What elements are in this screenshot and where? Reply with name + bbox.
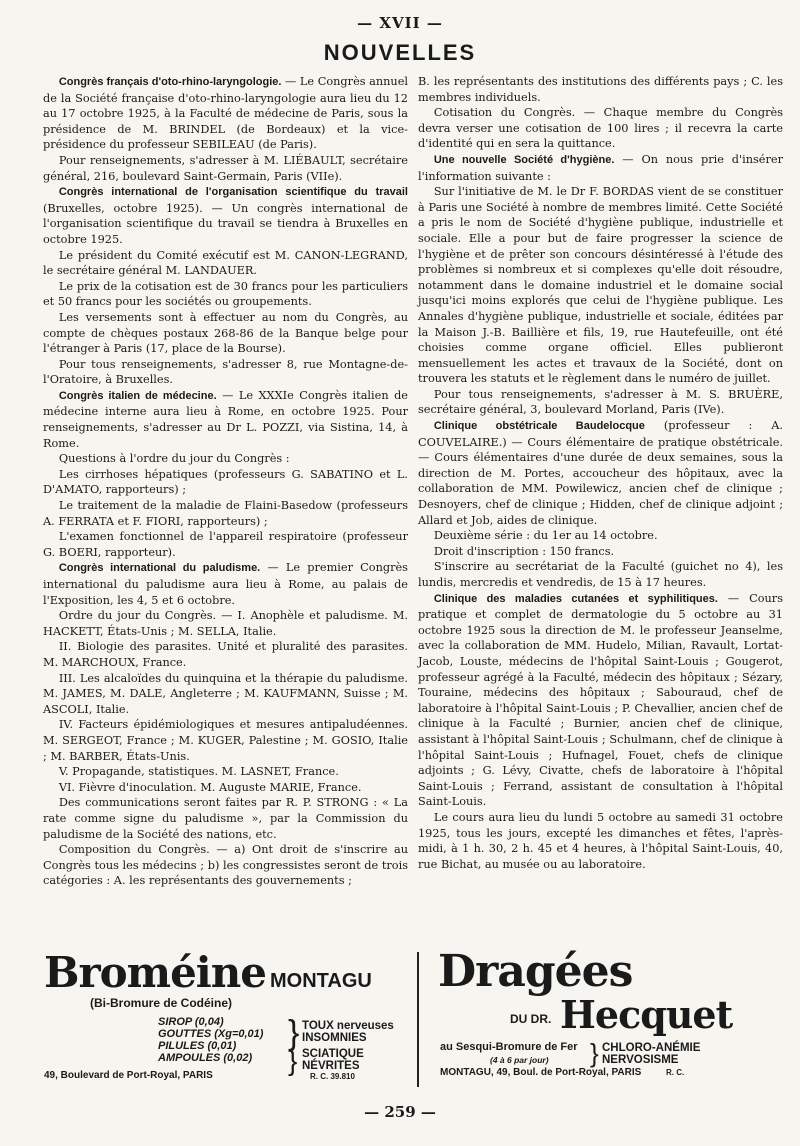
news-paragraph — [43, 842, 408, 889]
news-paragraph — [418, 810, 783, 872]
news-paragraph — [43, 498, 408, 529]
news-text: Le traitement de la maladie de Flaini-Basedow (professeurs A. FERRATA et F. FIORI, rapporteurs) ; — [43, 499, 408, 528]
brace-icon: } — [590, 1038, 599, 1068]
news-paragraph — [43, 608, 408, 639]
ad-bromeine-indication: NÉVRITES — [302, 1060, 360, 1072]
news-paragraph — [43, 279, 408, 310]
ad-dragees-indications — [602, 1042, 700, 1066]
news-heading: Congrès français d'oto-rhino-laryngologie. — [58, 76, 282, 88]
news-text: — Cours pratique et complet de dermatologie du 5 octobre au 31 octobre 1925 sous la direction de M. le professeur Jeanselme, avec la collaboration de MM. Hudelo, Milian, Ravault, Lortat-Jacob, Louste, médecins de l'hôpital Saint-Louis ; Gougerot, professeur agrégé à la Faculté, médecin des hôpitaux ; Sézary, Touraine, médecins des hôpitaux ; Sabouraud, chef de laboratoire à l'hôpital Saint-Louis ; P. Chevallier, ancien chef de clinique à la Faculté ; Burnier, ancien chef de clinique, assistant à l'hôpital Saint-Louis ; Schulmann, chef de clinique à l'hôpital Saint-Louis ; Hufnagel, Fouet, chefs de clinique adjoints ; G. Lévy, Civatte, chefs de laboratoire à l'hôpital Saint-Louis ; Ferrand, assistant de consultation à l'hôpital Saint-Louis. — [418, 591, 783, 809]
news-paragraph — [43, 560, 408, 608]
news-text: Le président du Comité exécutif est M. CANON-LEGRAND, le secrétaire général M. LANDAUER. — [43, 248, 408, 278]
ad-bromeine-address: 49, Boulevard de Port-Royal, PARIS — [44, 1070, 213, 1081]
news-text: S'inscrire au secrétariat de la Faculté (guichet no 4), les lundis, mercredis et vendredis, de 15 à 17 heures. — [418, 560, 783, 589]
ad-dragees-address: MONTAGU, 49, Boul. de Port-Royal, PARIS — [440, 1067, 642, 1078]
ad-dragees-dose: (4 à 6 par jour) — [490, 1055, 549, 1065]
news-text: Les versements sont à effectuer au nom du Congrès, au compte de chèques postaux 268-86 de la Banque belge pour l'étranger à Paris (17, place de la Bourse). — [43, 310, 408, 356]
news-paragraph — [418, 184, 783, 387]
news-paragraph — [418, 418, 783, 528]
ad-bromeine-form: PILULES (0,01) — [158, 1040, 237, 1052]
ad-bromeine-forms — [158, 1016, 263, 1052]
brace-icon: } — [288, 1014, 300, 1052]
ad-bromeine-registry: R. C. 39.810 — [310, 1072, 355, 1081]
ad-bromeine-indications-2 — [302, 1048, 364, 1072]
news-heading: Clinique obstétricale Baudelocque — [433, 420, 645, 433]
ad-bromeine-indication: INSOMNIES — [302, 1032, 367, 1044]
news-paragraph — [418, 559, 783, 590]
news-heading: Clinique des maladies cutanées et syphilitiques. — [433, 592, 718, 605]
news-paragraph — [43, 248, 408, 279]
news-text: Les cirrhoses hépatiques (professeurs G. SABATINO et L. D'AMATO, rapporteurs) ; — [43, 467, 408, 497]
ad-dragees-indication: NERVOSISME — [602, 1054, 679, 1066]
news-text: Pour tous renseignements, s'adresser 8, rue Montagne-de-l'Oratoire, à Bruxelles. — [43, 357, 408, 387]
news-paragraph — [43, 184, 408, 247]
page-folio: — 259 — — [364, 1103, 436, 1121]
right-column — [418, 74, 783, 872]
ad-bromeine — [40, 944, 410, 1094]
news-text: Le prix de la cotisation est de 30 francs pour les particuliers et 50 francs pour les sociétés ou groupements. — [43, 279, 408, 309]
news-paragraph — [418, 591, 783, 810]
news-text: L'examen fonctionnel de l'appareil respiratoire (professeur G. BOERI, rapporteur). — [43, 530, 408, 559]
ad-bromeine-brand: Broméine — [44, 948, 267, 997]
ad-dragees-du-dr: DU DR. — [510, 1012, 552, 1026]
ad-dragees-hecquet — [430, 944, 765, 1094]
ad-dragees-formula: au Sesqui-Bromure de Fer — [440, 1041, 578, 1053]
news-paragraph — [418, 152, 783, 184]
news-paragraph — [43, 780, 408, 796]
news-text: Sur l'initiative de M. le Dr F. BORDAS vient de se constituer à Paris une Société à nombre de membres limité. Cette Société a pris le nom de Société d'hygiène publique, industrielle et sociale. Elle a pour but de faire progresser la science de l'hygiène et de prêter son concours désintéressé à l'étude des problèmes si nombreux et si complexes qu'elle doit résoudre, notamment dans le domaine industriel et le domaine social jusqu'ici moins explorés que celui de l'hygiène publique. Les Annales d'hygiène publique, industrielle et sociale, éditées par la Maison J.-B. Baillière et fils, 19, rue Hautefeuille, ont été choisies comme organe officiel. Elles publieront mensuellement les actes et travaux de la Société, dont on trouvera les statuts et le règlement dans le numéro de juillet. — [418, 185, 783, 386]
brace-icon: } — [288, 1045, 298, 1076]
news-paragraph — [43, 795, 408, 842]
news-paragraph — [43, 639, 408, 670]
ad-bromeine-form: SIROP (0,04) — [158, 1016, 224, 1028]
ad-bromeine-maker: MONTAGU — [270, 970, 372, 992]
news-text: Composition du Congrès. — a) Ont droit de s'inscrire au Congrès tous les médecins ; b) les congressistes seront de trois catégories : A. les représentants des gouvernements ; — [43, 843, 408, 888]
ad-dragees-brand: Hecquet — [560, 992, 733, 1037]
news-paragraph — [43, 388, 408, 451]
news-text: VI. Fièvre d'inoculation. M. Auguste MARIE, France. — [58, 780, 362, 794]
news-paragraph — [418, 544, 783, 560]
news-paragraph — [43, 74, 408, 153]
news-text: B. les représentants des institutions des différents pays ; C. les membres individuels. — [418, 75, 783, 104]
ad-bromeine-form: GOUTTES (Xg=0,01) — [158, 1028, 264, 1040]
news-paragraph — [43, 529, 408, 560]
ad-bromeine-subtitle: (Bi-Bromure de Codéine) — [90, 996, 233, 1010]
news-text: Droit d'inscription : 150 francs. — [433, 544, 615, 558]
news-text: Pour tous renseignements, s'adresser à M. S. BRUÈRE, secrétaire général, 3, boulevard Morland, Paris (IVe). — [418, 387, 783, 417]
ad-bromeine-title — [44, 948, 372, 997]
news-paragraph — [43, 671, 408, 718]
ad-divider — [417, 952, 419, 1087]
ad-bromeine-ampoules: AMPOULES (0,02) — [158, 1052, 253, 1064]
ad-bromeine-indication: SCIATIQUE — [302, 1048, 364, 1060]
news-heading: Congrès international de l'organisation scientifique du travail — [58, 186, 408, 199]
left-column — [43, 74, 408, 889]
ad-dragees-indication: CHLORO-ANÉMIE — [602, 1042, 701, 1054]
news-text: (professeur : A. COUVELAIRE.) — Cours élémentaire de pratique obstétricale. — Cours élémentaires d'une durée de deux semaines, sous la direction de M. Portes, accoucheur des hôpitaux, avec la collaboration de MM. Powilewicz, ancien chef de clinique ; Desnoyers, chef de clinique ; Hidden, chef de clinique adjoint ; Allard et Job, aides de clinique. — [418, 419, 783, 527]
news-paragraph — [418, 528, 783, 544]
news-text: — Le premier Congrès international du paludisme aura lieu à Rome, au palais de l'Exposition, les 4, 5 et 6 octobre. — [43, 561, 408, 607]
news-paragraph — [43, 717, 408, 764]
news-text: III. Les alcaloïdes du quinquina et la thérapie du paludisme. M. JAMES, M. DALE, Angleterre ; M. KAUFMANN, Suisse ; M. ASCOLI, Italie. — [43, 671, 408, 716]
news-paragraph — [43, 467, 408, 498]
news-text: Pour renseignements, s'adresser à M. LIÉBAULT, secrétaire général, 216, boulevard Saint-Germain, Paris (VIIe). — [43, 153, 408, 183]
ad-dragees-title: Dragées — [438, 946, 633, 997]
section-title: NOUVELLES — [323, 40, 477, 65]
news-text: Deuxième série : du 1er au 14 octobre. — [433, 529, 658, 543]
news-text: IV. Facteurs épidémiologiques et mesures antipaludéennes. M. SERGEOT, France ; M. KUGER, Palestine ; M. GOSIO, Italie ; M. BARBER, États-Unis. — [43, 718, 408, 763]
news-paragraph — [43, 764, 408, 780]
news-paragraph — [43, 357, 408, 388]
news-text: V. Propagande, statistiques. M. LASNET, France. — [58, 765, 339, 779]
news-text: II. Biologie des parasites. Unité et pluralité des parasites. M. MARCHOUX, France. — [43, 640, 408, 669]
page-roman-number: — XVII — — [357, 14, 443, 32]
news-text: Des communications seront faites par R. P. STRONG : « La rate comme signe du paludisme », par la Commission du paludisme de la Société des nations, etc. — [43, 796, 408, 841]
news-text: Ordre du jour du Congrès. — I. Anophèle et paludisme. M. HACKETT, États-Unis ; M. SELLA, Italie. — [43, 609, 408, 638]
news-heading: Une nouvelle Société d'hygiène. — [433, 153, 615, 166]
news-paragraph — [418, 74, 783, 105]
news-heading: Congrès international du paludisme. — [58, 562, 261, 575]
news-text: Le cours aura lieu du lundi 5 octobre au samedi 31 octobre 1925, tous les jours, excepté les dimanches et fêtes, l'après-midi, à 1 h. 30, 2 h. 45 et 4 heures, à l'hôpital Saint-Louis, 40, rue Bichat, au musée ou au laboratoire. — [418, 810, 783, 871]
ad-bromeine-indication: TOUX nerveuses — [302, 1020, 394, 1032]
news-paragraph — [43, 153, 408, 184]
ad-dragees-registry: R. C. — [666, 1068, 685, 1077]
advertisements — [40, 944, 765, 1094]
news-text: Cotisation du Congrès. — Chaque membre du Congrès devra verser une cotisation de 100 lires ; il recevra la carte d'identité qui en sera la quittance. — [418, 106, 783, 151]
news-text: — Le Congrès annuel de la Société française d'oto-rhino-laryngologie aura lieu du 12 au 17 octobre 1925, à la Faculté de médecine de Paris, sous la présidence de M. BRINDEL (de Bordeaux) et la vice-présidence du professeur SEBILEAU (de Paris). — [43, 75, 408, 152]
news-text: Questions à l'ordre du jour du Congrès : — [58, 452, 290, 466]
news-paragraph — [418, 387, 783, 418]
news-heading: Congrès italien de médecine. — [58, 389, 217, 402]
news-text: — On nous prie d'insérer l'information suivante : — [418, 152, 783, 183]
news-text: (Bruxelles, octobre 1925). — Un congrès international de l'organisation scientifique du travail se tiendra à Bruxelles en octobre 1925. — [43, 201, 408, 246]
news-paragraph — [43, 310, 408, 357]
ad-bromeine-indications-1 — [302, 1020, 394, 1044]
news-paragraph — [43, 451, 408, 467]
news-text: — Le XXXIe Congrès italien de médecine interne aura lieu à Rome, en octobre 1925. Pour renseignements, s'adresser au Dr L. POZZI, via Sistina, 14, à Rome. — [43, 388, 408, 450]
news-paragraph — [418, 105, 783, 152]
